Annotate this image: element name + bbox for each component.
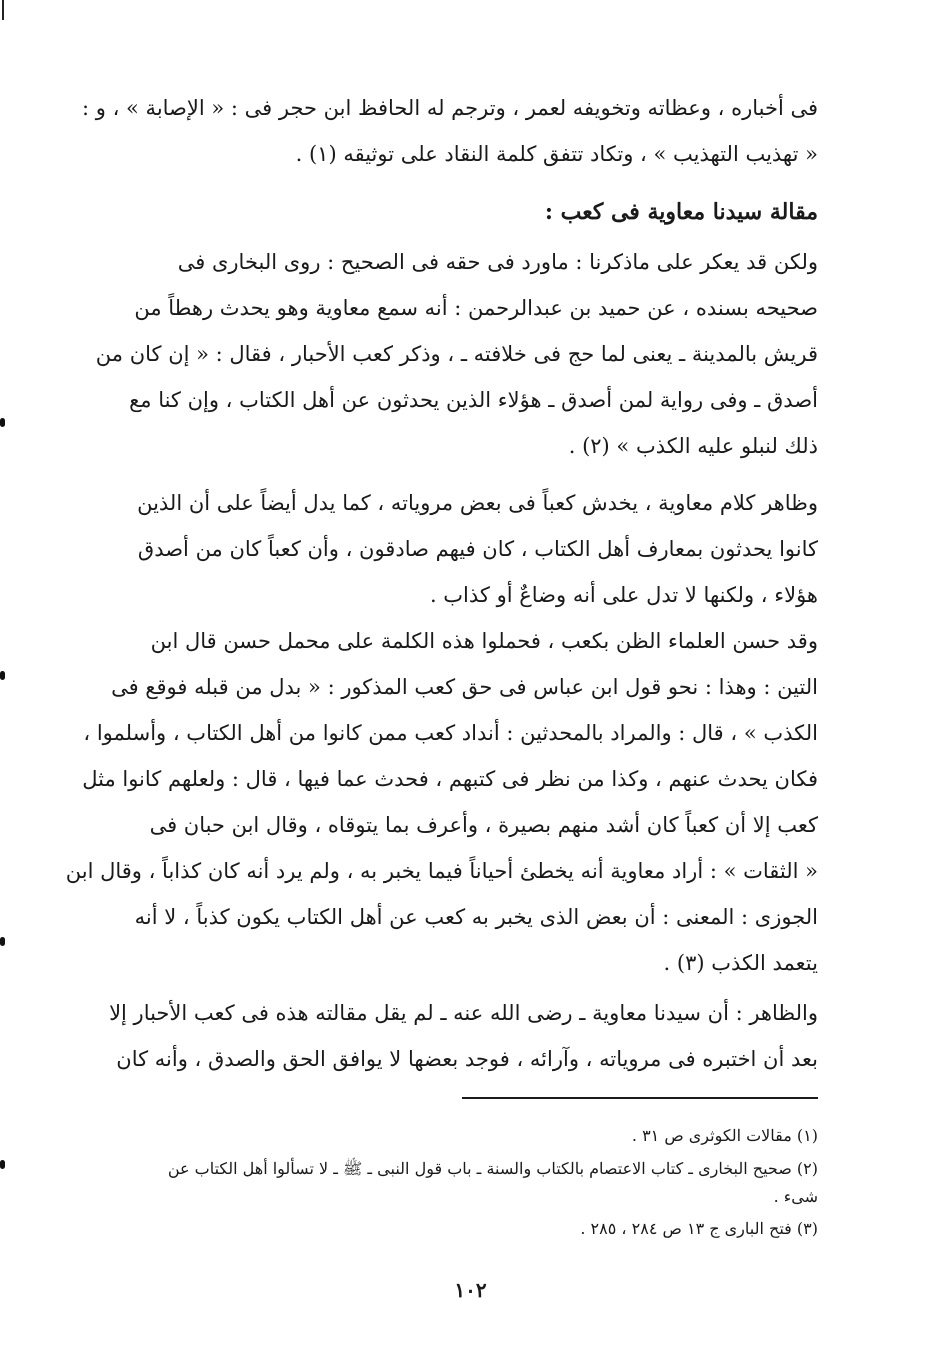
footnote: (١) مقالات الكوثرى ص ٣١ . xyxy=(631,1126,818,1145)
text-line: ذلك لنبلو عليه الكذب » (٢) . xyxy=(568,434,818,458)
text-line: بعد أن اختبره فى مروياته ، وآرائه ، فوجد بعضها لا يوافق الحق والصدق ، وأنه كان xyxy=(116,1047,818,1071)
text-line: وظاهر كلام معاوية ، يخدش كعباً فى بعض مروياته ، كما يدل أيضاً على أن الذين xyxy=(137,491,818,515)
text-line: فكان يحدث عنهم ، وكذا من نظر فى كتبهم ، فحدث عما فيها ، قال : ولعلهم كانوا مثل xyxy=(82,767,818,791)
scan-mark xyxy=(0,671,5,680)
footnote: (٣) فتح البارى ج ١٣ ص ٢٨٤ ، ٢٨٥ . xyxy=(580,1219,818,1238)
text-line: كعب إلا أن كعباً كان أشد منهم بصيرة ، وأعرف بما يتوقاه ، وقال ابن حبان فى xyxy=(149,813,818,837)
text-line: الجوزى : المعنى : أن بعض الذى يخبر به كعب عن أهل الكتاب يكون كذباً ، لا أنه xyxy=(134,905,818,929)
text-line: وقد حسن العلماء الظن بكعب ، فحملوا هذه الكلمة على محمل حسن قال ابن xyxy=(150,629,818,653)
text-line: هؤلاء ، ولكنها لا تدل على أنه وضاعٌ أو كذاب . xyxy=(429,583,818,607)
footnote: شىء . xyxy=(773,1187,818,1206)
text-line: يتعمد الكذب (٣) . xyxy=(663,951,818,975)
text-line: فى أخباره ، وعظاته وتخويفه لعمر ، وترجم له الحافظ ابن حجر فى : « الإصابة » ، و : xyxy=(82,96,818,120)
text-line: صحيحه بسنده ، عن حميد بن عبدالرحمن : أنه سمع معاوية وهو يحدث رهطاً من xyxy=(134,296,818,320)
page-number: ١٠٢ xyxy=(454,1278,487,1302)
text-line: ولكن قد يعكر على ماذكرنا : ماورد فى حقه فى الصحيح : روى البخارى فى xyxy=(177,250,818,274)
section-heading: مقالة سيدنا معاوية فى كعب : xyxy=(544,199,818,225)
text-line: « الثقات » : أراد معاوية أنه يخطئ أحياناً فيما يخبر به ، ولم يرد أنه كان كذاباً ، وقال ابن xyxy=(65,859,818,883)
text-line: كانوا يحدثون بمعارف أهل الكتاب ، كان فيهم صادقون ، وأن كعباً كان من أصدق xyxy=(137,537,818,561)
text-line: أصدق ـ وفى رواية لمن أصدق ـ هؤلاء الذين يحدثون عن أهل الكتاب ، وإن كنا مع xyxy=(129,388,818,412)
text-line: « تهذيب التهذيب » ، وتكاد تتفق كلمة النقاد على توثيقه (١) . xyxy=(295,142,818,166)
scan-mark xyxy=(2,0,4,20)
text-line: الكذب » ، قال : والمراد بالمحدثين : أنداد كعب ممن كانوا من أهل الكتاب ، وأسلموا ، xyxy=(83,721,818,745)
footnote: (٢) صحيح البخارى ـ كتاب الاعتصام بالكتاب والسنة ـ باب قول النبى ـ ﷺ ـ لا تسألوا أهل الكتاب عن xyxy=(167,1159,818,1178)
scan-mark xyxy=(0,937,5,946)
footnote-separator xyxy=(462,1097,818,1099)
text-line: والظاهر : أن سيدنا معاوية ـ رضى الله عنه ـ لم يقل مقالته هذه فى كعب الأحبار إلا xyxy=(109,1001,818,1025)
scan-mark xyxy=(0,1160,5,1169)
scan-mark xyxy=(0,418,5,427)
text-line: قريش بالمدينة ـ يعنى لما حج فى خلافته ـ ، وذكر كعب الأحبار ، فقال : « إن كان من xyxy=(95,342,818,366)
text-line: التين : وهذا : نحو قول ابن عباس فى حق كعب المذكور : « بدل من قبله فوقع فى xyxy=(111,675,818,699)
